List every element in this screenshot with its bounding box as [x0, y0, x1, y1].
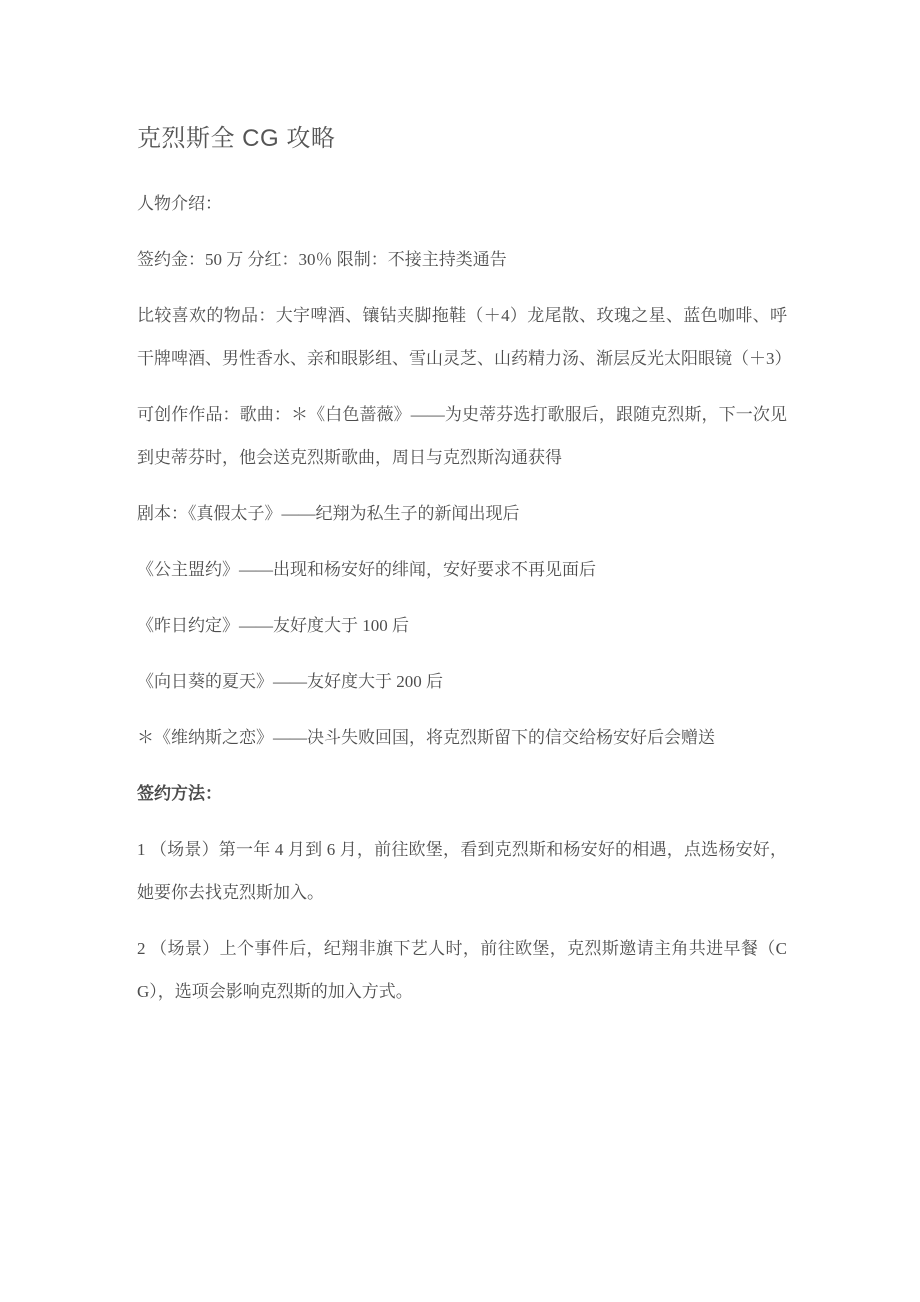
paragraph-creatable-works-song: 可创作作品：歌曲：＊《白色蔷薇》——为史蒂芬选打歌服后，跟随克烈斯，下一次见到史蒂芬时，他会送克烈斯歌曲，周日与克烈斯沟通获得: [137, 405, 787, 467]
paragraph-script-sunflower-summer: 《向日葵的夏天》——友好度大于 200 后: [137, 672, 443, 691]
paragraph-script-yesterday-promise: 《昨日约定》——友好度大于 100 后: [137, 616, 409, 635]
paragraph-signing-method-heading: 签约方法：: [137, 784, 222, 803]
paragraph-script-venus-love: ＊《维纳斯之恋》——决斗失败回国，将克烈斯留下的信交给杨安好后会赠送: [137, 728, 715, 747]
paragraph-script-true-false-prince: 剧本：《真假太子》——纪翔为私生子的新闻出现后: [137, 504, 520, 523]
paragraph-character-intro-heading: 人物介绍：: [137, 194, 222, 213]
paragraph-script-princess-pact: 《公主盟约》——出现和杨安好的绯闻，安好要求不再见面后: [137, 560, 596, 579]
document-title: 克烈斯全 CG 攻略: [137, 125, 336, 152]
paragraph-signing-step-2: 2 （场景）上个事件后，纪翔非旗下艺人时，前往欧堡，克烈斯邀请主角共进早餐（CG），选项会影响克烈斯的加入方式。: [137, 939, 787, 1001]
paragraph-signing-step-1: 1 （场景）第一年 4 月到 6 月，前往欧堡，看到克烈斯和杨安好的相遇，点选杨安好，她要你去找克烈斯加入。: [137, 840, 787, 902]
paragraph-favorite-items: 比较喜欢的物品：大宇啤酒、镶钻夹脚拖鞋（＋4）龙尾散、玫瑰之星、蓝色咖啡、呼干牌啤酒、男性香水、亲和眼影组、雪山灵芝、山药精力汤、渐层反光太阳眼镜（＋3）: [137, 306, 792, 368]
paragraph-contract-terms: 签约金：50 万 分红：30％ 限制：不接主持类通告: [137, 250, 507, 269]
